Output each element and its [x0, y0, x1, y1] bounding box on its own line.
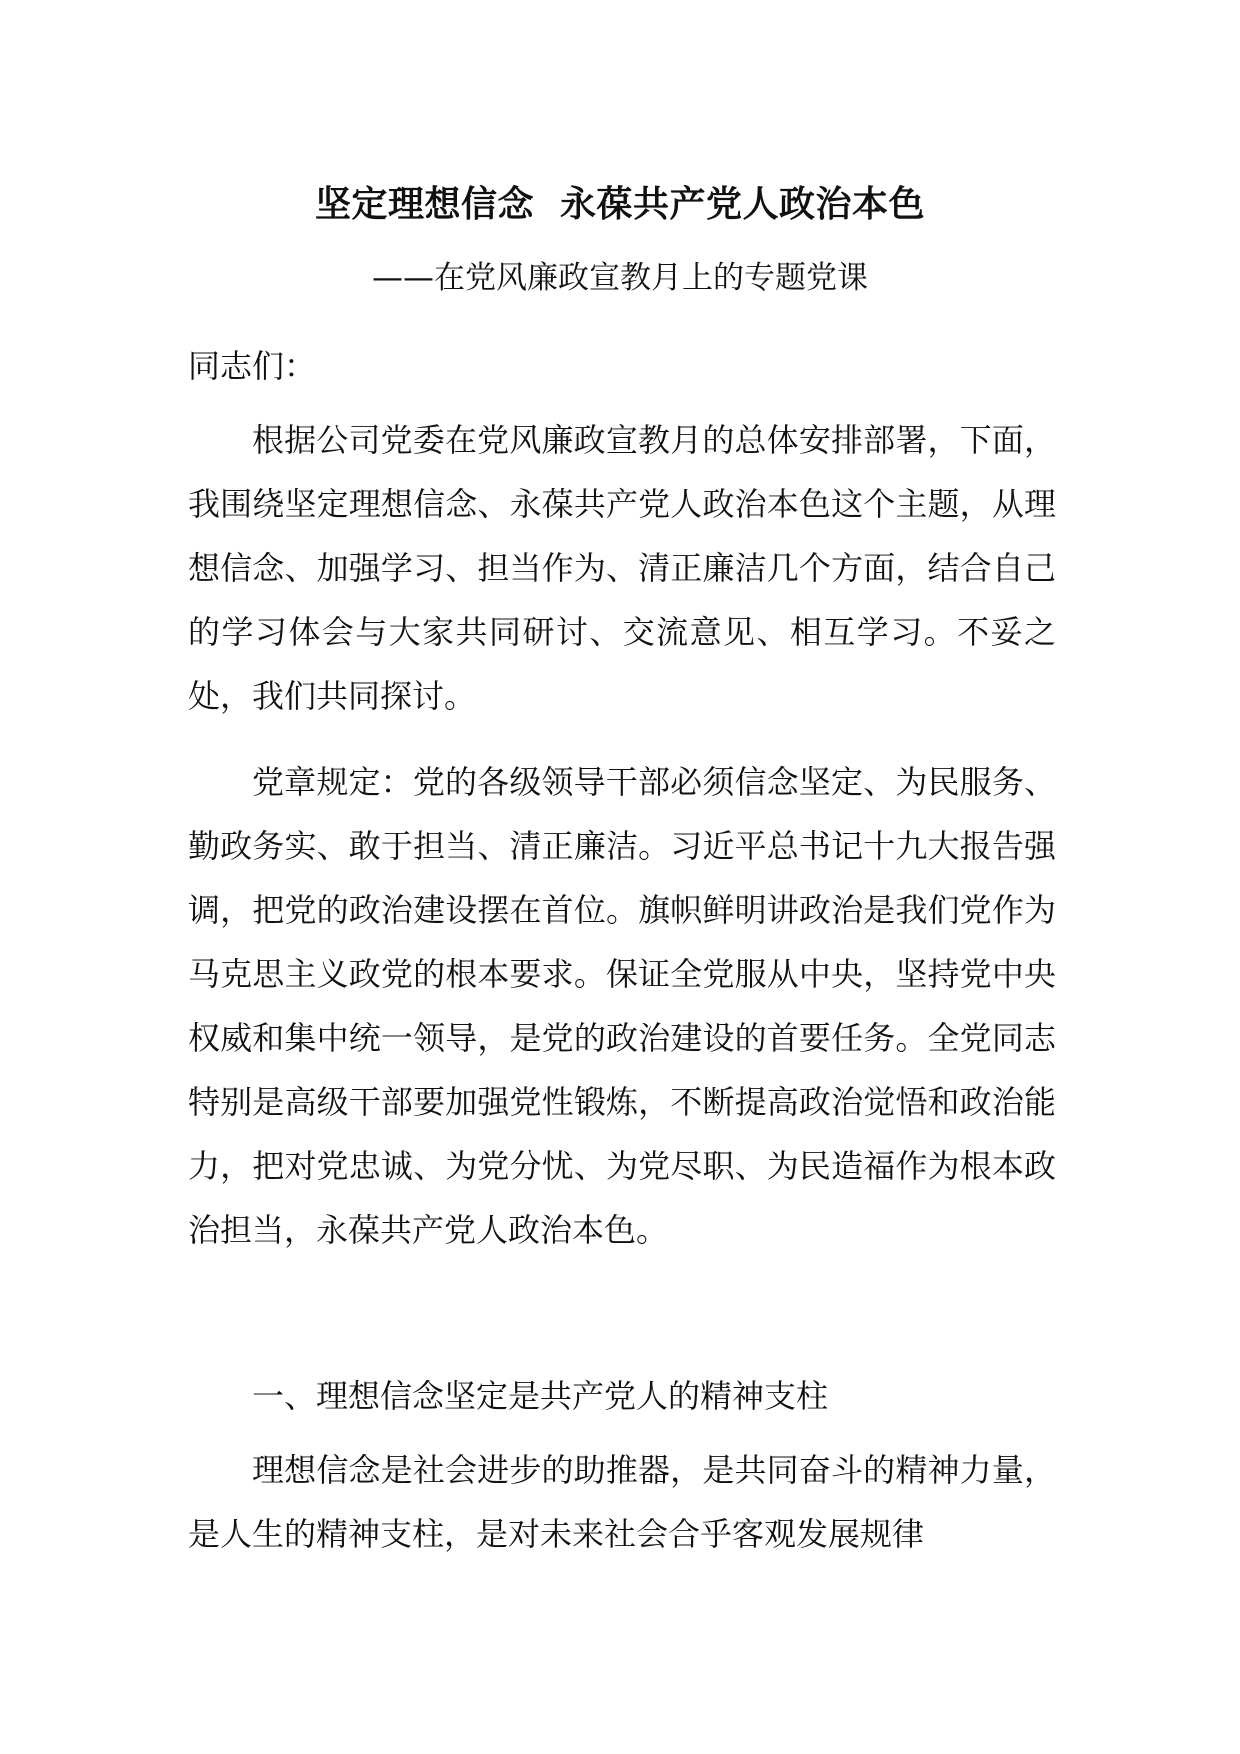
paragraph-intro: 根据公司党委在党风廉政宣教月的总体安排部署，下面，我围绕坚定理想信念、永葆共产党人政治本色这个主题，从理想信念、加强学习、担当作为、清正廉洁几个方面，结合自己的学习体会与大家共同研讨、交流意见、相互学习。不妥之处，我们共同探讨。	[188, 421, 1056, 715]
section-heading: 一、理想信念坚定是共产党人的精神支柱	[252, 1377, 829, 1415]
paragraph-party-constitution: 党章规定：党的各级领导干部必须信念坚定、为民服务、勤政务实、敢于担当、清正廉洁。习近平总书记十九大报告强调，把党的政治建设摆在首位。旗帜鲜明讲政治是我们党作为马克思主义政党的根本要求。保证全党服从中央，坚持党中央权威和集中统一领导，是党的政治建设的首要任务。全党同志特别是高级干部要加强党性锻炼，不断提高政治觉悟和政治能力，把对党忠诚、为党分忧、为党尽职、为民造福作为根本政治担当，永葆共产党人政治本色。	[188, 763, 1056, 1249]
salutation: 同志们：	[188, 347, 317, 385]
section-paragraph: 理想信念是社会进步的助推器，是共同奋斗的精神力量，是人生的精神支柱，是对未来社会合乎客观发展规律	[188, 1451, 1056, 1553]
document-title: 坚定理想信念 永葆共产党人政治本色	[314, 184, 926, 225]
document-subtitle: ——在党风廉政宣教月上的专题党课	[372, 260, 868, 296]
